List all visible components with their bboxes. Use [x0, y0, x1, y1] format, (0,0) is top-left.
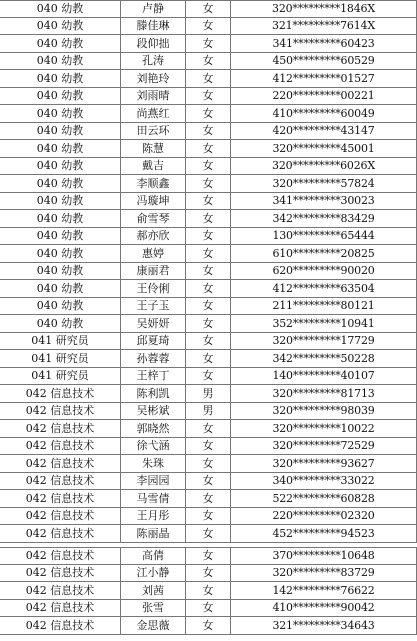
id-number-cell: 142*********76622	[230, 582, 417, 599]
table-row	[0, 263, 417, 281]
table-row	[0, 473, 417, 491]
dept-code-cell: 042 信息技术	[25, 386, 95, 400]
id-number-cell: 370*********10648	[230, 548, 417, 564]
gender-cell: 女	[185, 368, 230, 385]
id-number-cell: 130*********65444	[230, 228, 417, 245]
id-number-cell: 410*********60049	[230, 105, 417, 122]
id-number-cell: 321*********34643	[230, 617, 417, 634]
name-cell: 徐弋涵	[120, 438, 185, 455]
id-number-cell: 410*********90042	[230, 600, 417, 617]
gender-cell: 女	[185, 350, 230, 367]
dept-code-cell: 042 信息技术	[25, 456, 95, 470]
dept-code-cell: 040 幼教	[36, 299, 84, 313]
id-number-cell: 321*********7614X	[230, 18, 417, 35]
name-cell: 吴彬斌	[120, 403, 185, 420]
dept-code-cell: 040 幼教	[36, 229, 84, 243]
dept-code-cell: 041 研究员	[31, 351, 89, 365]
table-row	[0, 18, 417, 36]
gender-cell: 女	[185, 333, 230, 350]
table-row	[0, 403, 417, 421]
gender-cell: 女	[185, 175, 230, 192]
dept-code-cell: 042 信息技术	[25, 421, 95, 435]
table-row	[0, 0, 417, 18]
name-cell: 田云环	[120, 123, 185, 140]
id-number-cell: 320*********72529	[230, 438, 417, 455]
table-row	[0, 35, 417, 53]
name-cell: 孙蓉蓉	[120, 350, 185, 367]
dept-code-cell: 040 幼教	[36, 264, 84, 278]
dept-code-cell: 040 幼教	[36, 89, 84, 103]
name-cell: 邱夏琦	[120, 333, 185, 350]
name-cell: 刘茜	[120, 582, 185, 599]
id-number-cell: 450*********60529	[230, 53, 417, 70]
dept-code-cell: 040 幼教	[36, 124, 84, 138]
gender-cell: 女	[185, 298, 230, 315]
gender-cell: 女	[185, 245, 230, 262]
dept-code-cell: 042 信息技术	[25, 583, 95, 597]
dept-code-cell: 040 幼教	[36, 106, 84, 120]
table-row	[0, 175, 417, 193]
name-cell: 孔涛	[120, 53, 185, 70]
name-cell: 康丽君	[120, 263, 185, 280]
table-row	[0, 565, 417, 583]
gender-cell: 男	[185, 403, 230, 420]
gender-cell: 女	[185, 508, 230, 525]
gender-cell: 女	[185, 70, 230, 87]
dept-code-cell: 040 幼教	[36, 281, 84, 295]
id-number-cell: 341*********30023	[230, 193, 417, 210]
table-row	[0, 368, 417, 386]
gender-cell: 女	[185, 525, 230, 542]
name-cell: 陈利凯	[120, 385, 185, 402]
id-number-cell: 320*********83729	[230, 565, 417, 582]
dept-code-cell: 042 信息技术	[25, 618, 95, 632]
id-number-cell: 620*********90020	[230, 263, 417, 280]
name-cell: 高倩	[120, 548, 185, 564]
personnel-table-lower	[0, 547, 417, 635]
dept-code-cell: 040 幼教	[36, 36, 84, 50]
name-cell: 陈慧	[120, 140, 185, 157]
id-number-cell: 320*********57824	[230, 175, 417, 192]
table-row	[0, 210, 417, 228]
id-number-cell: 320*********1846X	[230, 1, 417, 17]
id-number-cell: 320*********17729	[230, 333, 417, 350]
table-row	[0, 350, 417, 368]
gender-cell: 女	[185, 158, 230, 175]
gender-cell: 女	[185, 473, 230, 490]
id-number-cell: 340*********33022	[230, 473, 417, 490]
id-number-cell: 522*********60828	[230, 490, 417, 507]
dept-code-cell: 042 信息技术	[25, 601, 95, 615]
dept-code-cell: 042 信息技术	[25, 566, 95, 580]
gender-cell: 女	[185, 420, 230, 437]
id-number-cell: 320*********10022	[230, 420, 417, 437]
table-row	[0, 228, 417, 246]
dept-code-cell: 040 幼教	[36, 71, 84, 85]
name-cell: 李顺鑫	[120, 175, 185, 192]
dept-code-cell: 042 信息技术	[25, 404, 95, 418]
id-number-cell: 341*********60423	[230, 35, 417, 52]
dept-code-cell: 040 幼教	[36, 211, 84, 225]
gender-cell: 女	[185, 438, 230, 455]
gender-cell: 女	[185, 105, 230, 122]
table-row	[0, 53, 417, 71]
id-number-cell: 320*********45001	[230, 140, 417, 157]
name-cell: 张雪	[120, 600, 185, 617]
id-number-cell: 352*********10941	[230, 315, 417, 332]
table-row	[0, 508, 417, 526]
table-row	[0, 315, 417, 333]
dept-code-cell: 040 幼教	[36, 176, 84, 190]
table-row	[0, 438, 417, 456]
dept-code-cell: 040 幼教	[36, 141, 84, 155]
table-row	[0, 245, 417, 263]
table-row	[0, 455, 417, 473]
table-row	[0, 333, 417, 351]
name-cell: 朱珠	[120, 455, 185, 472]
name-cell: 尚燕红	[120, 105, 185, 122]
gender-cell: 女	[185, 263, 230, 280]
name-cell: 段仰拙	[120, 35, 185, 52]
id-number-cell: 412*********63504	[230, 280, 417, 297]
gender-cell: 女	[185, 548, 230, 564]
table-row	[0, 193, 417, 211]
dept-code-cell: 042 信息技术	[25, 509, 95, 523]
gender-cell: 女	[185, 140, 230, 157]
gender-cell: 女	[185, 228, 230, 245]
id-number-cell: 420*********43147	[230, 123, 417, 140]
id-number-cell: 342*********50228	[230, 350, 417, 367]
table-row	[0, 420, 417, 438]
gender-cell: 女	[185, 88, 230, 105]
gender-cell: 男	[185, 385, 230, 402]
table-row	[0, 547, 417, 565]
gender-cell: 女	[185, 315, 230, 332]
name-cell: 郭晓然	[120, 420, 185, 437]
table-row	[0, 280, 417, 298]
dept-code-cell: 042 信息技术	[25, 526, 95, 540]
name-cell: 郝亦欣	[120, 228, 185, 245]
gender-cell: 女	[185, 35, 230, 52]
id-number-cell: 452*********94523	[230, 525, 417, 542]
name-cell: 李园园	[120, 473, 185, 490]
id-number-cell: 220*********02320	[230, 508, 417, 525]
name-cell: 金思薇	[120, 617, 185, 634]
table-row	[0, 600, 417, 618]
id-number-cell: 610*********20825	[230, 245, 417, 262]
dept-code-cell: 040 幼教	[36, 159, 84, 173]
table-row	[0, 123, 417, 141]
table-row	[0, 105, 417, 123]
table-row	[0, 582, 417, 600]
name-cell: 陈丽晶	[120, 525, 185, 542]
gender-cell: 女	[185, 617, 230, 634]
gender-cell: 女	[185, 1, 230, 17]
table-row	[0, 70, 417, 88]
dept-code-cell: 040 幼教	[36, 316, 84, 330]
gender-cell: 女	[185, 490, 230, 507]
table-row	[0, 525, 417, 543]
table-row	[0, 158, 417, 176]
gender-cell: 女	[185, 53, 230, 70]
gender-cell: 女	[185, 600, 230, 617]
name-cell: 滕佳琳	[120, 18, 185, 35]
dept-code-cell: 042 信息技术	[25, 474, 95, 488]
gender-cell: 女	[185, 582, 230, 599]
table-row	[0, 88, 417, 106]
name-cell: 刘艳玲	[120, 70, 185, 87]
name-cell: 戴吉	[120, 158, 185, 175]
table-row	[0, 490, 417, 508]
gender-cell: 女	[185, 565, 230, 582]
id-number-cell: 320*********93627	[230, 455, 417, 472]
dept-code-cell: 042 信息技术	[25, 549, 95, 563]
id-number-cell: 412*********01527	[230, 70, 417, 87]
name-cell: 卢静	[120, 1, 185, 17]
name-cell: 王伶俐	[120, 280, 185, 297]
gender-cell: 女	[185, 210, 230, 227]
dept-code-cell: 040 幼教	[36, 54, 84, 68]
dept-code-cell: 040 幼教	[36, 19, 84, 33]
id-number-cell: 211*********80121	[230, 298, 417, 315]
dept-code-cell: 042 信息技术	[25, 491, 95, 505]
dept-code-cell: 040 幼教	[36, 246, 84, 260]
dept-code-cell: 040 幼教	[36, 194, 84, 208]
id-number-cell: 220*********00221	[230, 88, 417, 105]
gender-cell: 女	[185, 455, 230, 472]
name-cell: 王子玉	[120, 298, 185, 315]
name-cell: 王月彤	[120, 508, 185, 525]
gender-cell: 女	[185, 280, 230, 297]
id-number-cell: 320*********81713	[230, 385, 417, 402]
dept-code-cell: 041 研究员	[31, 334, 89, 348]
name-cell: 惠婷	[120, 245, 185, 262]
name-cell: 马雪倩	[120, 490, 185, 507]
id-number-cell: 140*********40107	[230, 368, 417, 385]
dept-code-cell: 040 幼教	[36, 2, 84, 16]
name-cell: 刘雨晴	[120, 88, 185, 105]
name-cell: 王梓丁	[120, 368, 185, 385]
name-cell: 俞雪琴	[120, 210, 185, 227]
name-cell: 江小静	[120, 565, 185, 582]
gender-cell: 女	[185, 123, 230, 140]
gender-cell: 女	[185, 193, 230, 210]
dept-code-cell: 042 信息技术	[25, 439, 95, 453]
name-cell: 吴妍妍	[120, 315, 185, 332]
id-number-cell: 320*********98039	[230, 403, 417, 420]
id-number-cell: 342*********83429	[230, 210, 417, 227]
table-row	[0, 298, 417, 316]
dept-code-cell: 041 研究员	[31, 369, 89, 383]
name-cell: 冯璇坤	[120, 193, 185, 210]
id-number-cell: 320*********6026X	[230, 158, 417, 175]
table-row	[0, 385, 417, 403]
table-row	[0, 617, 417, 635]
table-row	[0, 140, 417, 158]
gender-cell: 女	[185, 18, 230, 35]
